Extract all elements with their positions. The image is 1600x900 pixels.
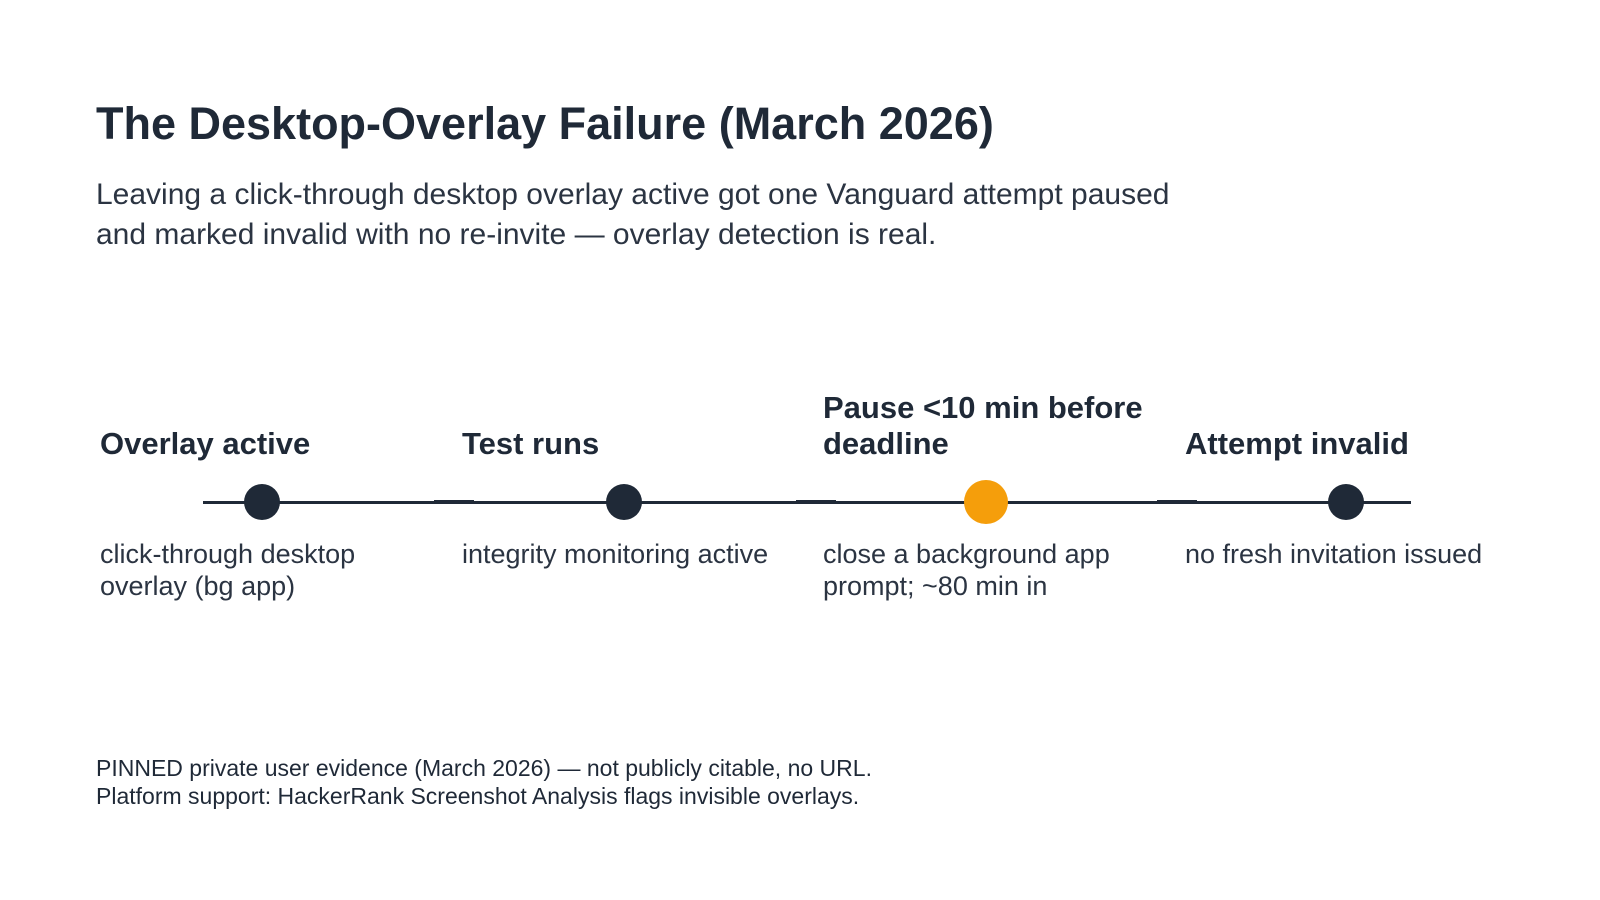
- step-label-test-runs: Test runs: [462, 426, 600, 461]
- step-label-overlay-active: Overlay active: [100, 426, 311, 461]
- timeline-node-pause: [964, 480, 1008, 524]
- timeline-tick: [434, 500, 474, 504]
- timeline-tick: [1157, 500, 1197, 504]
- timeline-node-overlay-active: [244, 484, 280, 520]
- slide-subtitle: Leaving a click-through desktop overlay active got one Vanguard attempt paused and marked invalid with no re-invite — overlay detection is real.: [96, 178, 1170, 251]
- step-label-attempt-invalid: Attempt invalid: [1185, 426, 1409, 461]
- footnotes: [96, 754, 872, 810]
- step-desc-pause: close a background app prompt; ~80 min in: [823, 539, 1110, 601]
- footnote-platform-support: Platform support: HackerRank Screenshot Analysis flags invisible overlays.: [96, 783, 860, 809]
- footnote-evidence: PINNED private user evidence (March 2026) — not publicly citable, no URL.: [96, 755, 872, 781]
- step-label-pause: Pause <10 min before deadline: [823, 390, 1143, 461]
- step-desc-test-runs: integrity monitoring active: [462, 539, 769, 569]
- timeline-node-test-runs: [606, 484, 642, 520]
- slide-title: The Desktop-Overlay Failure (March 2026): [96, 98, 994, 149]
- timeline-node-attempt-invalid: [1328, 484, 1364, 520]
- step-desc-overlay-active: click-through desktop overlay (bg app): [100, 539, 356, 601]
- timeline-axis: [203, 501, 1411, 504]
- step-desc-attempt-invalid: no fresh invitation issued: [1185, 539, 1483, 569]
- timeline-tick: [796, 500, 836, 504]
